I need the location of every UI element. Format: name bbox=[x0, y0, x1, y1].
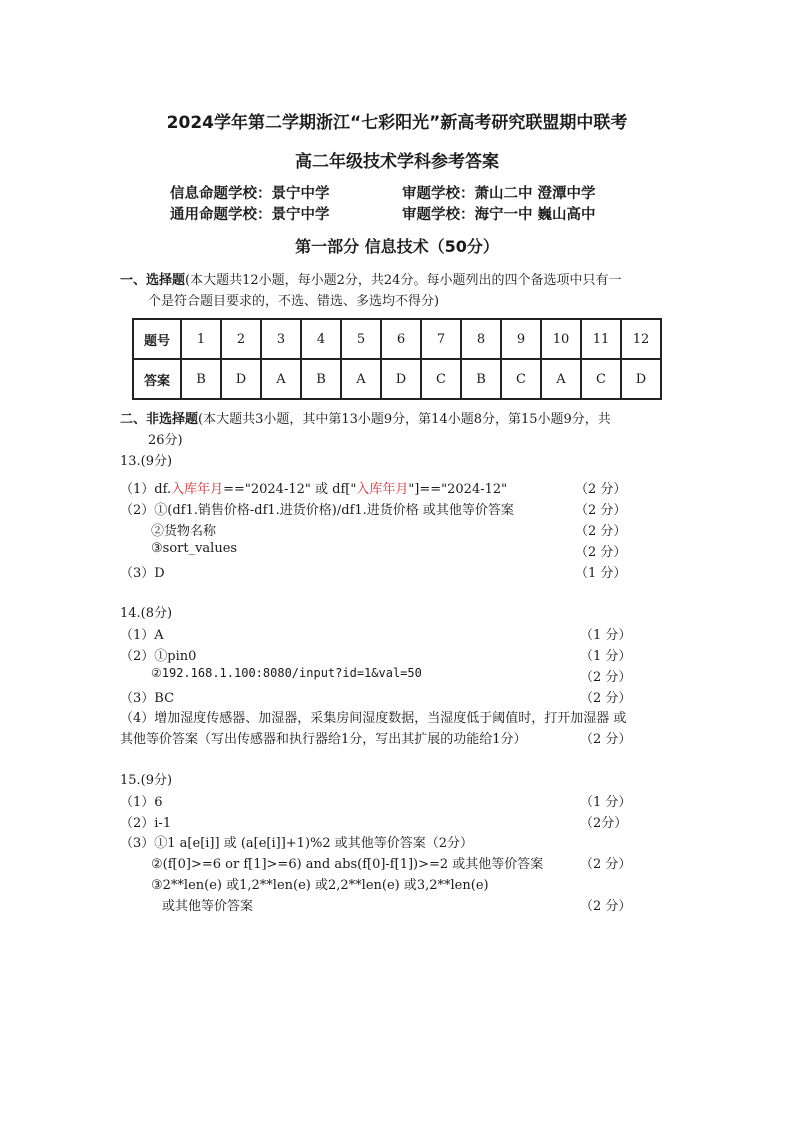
info-reviewer-schools: 审题学校：萧山二中 澄潭中学 bbox=[402, 186, 596, 202]
q14-answer-3: ②192.168.1.100:8080/input?id=1&val=50 bbox=[151, 666, 422, 680]
section2-desc-1: (本大题共3小题，其中第13小题9分，第14小题8分，第15小题9分，共 bbox=[198, 412, 611, 427]
answer-cell: B bbox=[301, 359, 341, 399]
q13-answer-4: ③sort_values bbox=[151, 541, 238, 556]
q13-answer-2: （2）①(df1.销售价格-df1.进货价格)/df1.进货价格 或其他等价答案 bbox=[120, 503, 514, 518]
document-subtitle: 高二年级技术学科参考答案 bbox=[295, 152, 499, 172]
table-row-label: 题号 bbox=[133, 319, 181, 359]
question-number: 4 bbox=[301, 319, 341, 359]
q13-answer-3: ②货物名称 bbox=[151, 524, 217, 539]
q15-score-1: （1 分） bbox=[580, 795, 632, 810]
section2-line1 bbox=[120, 408, 611, 427]
q15-answer-1: （1）6 bbox=[120, 795, 163, 810]
q13-answer-1 bbox=[120, 478, 507, 497]
section1-line1 bbox=[120, 269, 621, 288]
q14-answer-2: （2）①pin0 bbox=[120, 649, 197, 664]
answer-cell: A bbox=[261, 359, 301, 399]
answer-cell: C bbox=[501, 359, 541, 399]
question-number: 1 bbox=[181, 319, 221, 359]
q13-score-1: （2 分） bbox=[575, 482, 627, 497]
question-number: 9 bbox=[501, 319, 541, 359]
answer-cell: D bbox=[381, 359, 421, 399]
q14-answer-5: （4）增加湿度传感器、加湿器，采集房间湿度数据，当湿度低于阈值时，打开加湿器 或 bbox=[120, 711, 627, 726]
answer-cell: A bbox=[341, 359, 381, 399]
q14-answer-6: 其他等价答案（写出传感器和执行器给1分，写出其扩展的功能给1分） bbox=[120, 732, 527, 747]
q13-score-5: （1 分） bbox=[575, 566, 627, 581]
section2-label: 二、非选择题 bbox=[120, 412, 199, 427]
q15-answer-4: ②(f[0]>=6 or f[1]>=6) and abs(f[0]-f[1])>=2 或其他等价答案 bbox=[151, 857, 544, 872]
question-number: 7 bbox=[421, 319, 461, 359]
q15-heading: 15.(9分) bbox=[120, 773, 173, 788]
question-number: 8 bbox=[461, 319, 501, 359]
q15-score-4: （2 分） bbox=[580, 857, 632, 872]
section1-desc-1: (本大题共12小题，每小题2分，共24分。每小题列出的四个备选项中只有一 bbox=[185, 273, 622, 288]
question-number: 6 bbox=[381, 319, 421, 359]
q14-score-4: （2 分） bbox=[580, 691, 632, 706]
answer-table-answer-row bbox=[133, 359, 661, 399]
section1-label: 一、选择题 bbox=[120, 273, 186, 288]
q14-score-1: （1 分） bbox=[580, 628, 632, 643]
part1-heading: 第一部分 信息技术（50分） bbox=[295, 237, 499, 256]
q13-answer-5: （3）D bbox=[120, 566, 165, 581]
question-number: 3 bbox=[261, 319, 301, 359]
q13-a1-prefix: （1）df. bbox=[120, 482, 172, 497]
q14-heading: 14.(8分) bbox=[120, 606, 173, 621]
q14-answer-4: （3）BC bbox=[120, 691, 175, 706]
question-number: 11 bbox=[581, 319, 621, 359]
q13-score-3: （2 分） bbox=[575, 524, 627, 539]
q15-score-6: （2 分） bbox=[580, 899, 632, 914]
table-row-label: 答案 bbox=[133, 359, 181, 399]
answer-cell: B bbox=[181, 359, 221, 399]
question-number: 12 bbox=[621, 319, 661, 359]
info-author-school: 信息命题学校：景宁中学 bbox=[170, 186, 330, 202]
q13-heading: 13.(9分) bbox=[120, 454, 173, 469]
answer-cell: C bbox=[421, 359, 461, 399]
q15-answer-5: ③2**len(e) 或1,2**len(e) 或2,2**len(e) 或3,2**len(e) bbox=[151, 878, 489, 893]
q13-a1-red-1: 入库年月 bbox=[171, 482, 224, 497]
q13-score-2: （2 分） bbox=[575, 503, 627, 518]
question-number: 2 bbox=[221, 319, 261, 359]
answer-cell: D bbox=[221, 359, 261, 399]
answer-cell: B bbox=[461, 359, 501, 399]
q13-score-4: （2 分） bbox=[575, 545, 627, 560]
q14-score-2: （1 分） bbox=[580, 649, 632, 664]
answer-cell: D bbox=[621, 359, 661, 399]
answer-cell: A bbox=[541, 359, 581, 399]
document-title: 2024学年第二学期浙江“七彩阳光”新高考研究联盟期中联考 bbox=[166, 113, 628, 133]
general-reviewer-schools: 审题学校：海宁一中 巍山高中 bbox=[402, 207, 596, 223]
answer-table-number-row bbox=[133, 319, 661, 359]
q14-score-3: （2 分） bbox=[580, 670, 632, 685]
q13-a1-red-2: 入库年月 bbox=[356, 482, 409, 497]
question-number: 10 bbox=[541, 319, 581, 359]
q15-answer-6: 或其他等价答案 bbox=[162, 899, 254, 914]
q13-a1-mid: =="2024-12" 或 df[" bbox=[223, 482, 357, 497]
q14-answer-1: （1）A bbox=[120, 628, 164, 643]
general-author-school: 通用命题学校：景宁中学 bbox=[170, 207, 330, 223]
q15-answer-2: （2）i-1 bbox=[120, 816, 172, 831]
q15-answer-3: （3）①1 a[e[i]] 或 (a[e[i]]+1)%2 或其他等价答案（2分） bbox=[120, 836, 474, 851]
section2-desc-2: 26分) bbox=[148, 433, 183, 448]
q14-score-6: （2 分） bbox=[580, 732, 632, 747]
q13-a1-suffix: "]=="2024-12" bbox=[408, 482, 508, 497]
answer-cell: C bbox=[581, 359, 621, 399]
section1-desc-2: 个是符合题目要求的，不选、错选、多选均不得分) bbox=[148, 294, 440, 309]
q15-score-2: （2分） bbox=[580, 816, 628, 831]
answer-table bbox=[132, 318, 662, 400]
question-number: 5 bbox=[341, 319, 381, 359]
